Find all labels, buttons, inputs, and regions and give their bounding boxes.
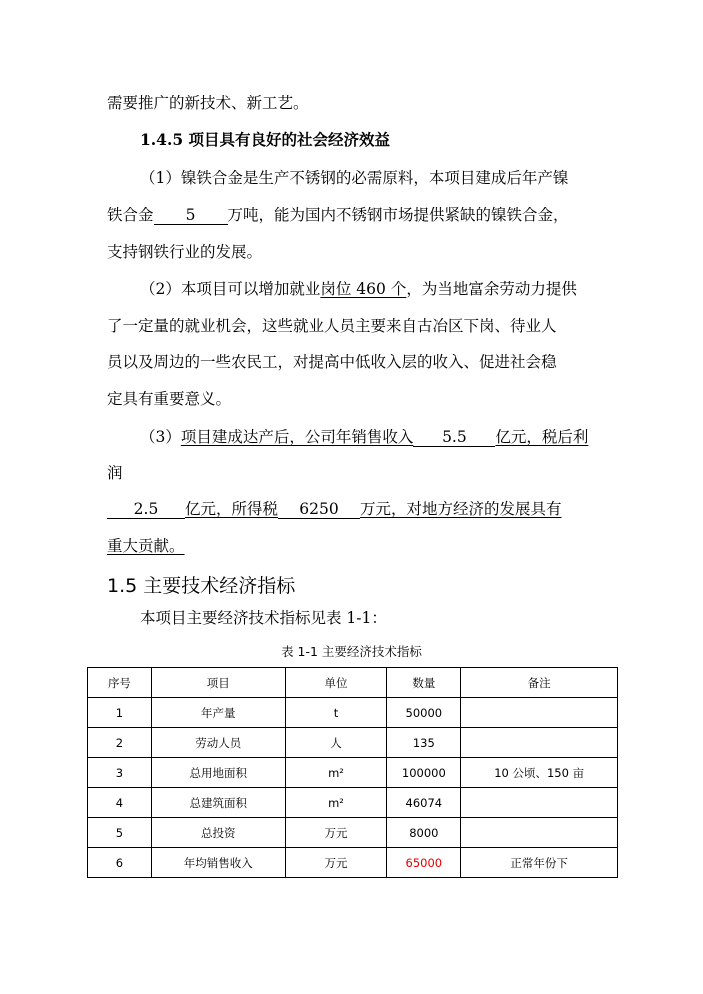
paragraph-line: （1）镍铁合金是生产不锈钢的必需原料，本项目建成后年产镍 xyxy=(140,169,569,187)
paragraph-line: 润 xyxy=(107,464,123,482)
cell: 总投资 xyxy=(151,818,285,848)
cell: 100000 xyxy=(387,758,461,788)
cell: 年均销售收入 xyxy=(151,848,285,878)
table-row xyxy=(88,848,618,878)
text: 铁合金 xyxy=(107,206,154,224)
cell: 5 xyxy=(88,818,152,848)
cell: 总用地面积 xyxy=(151,758,285,788)
table-row xyxy=(88,788,618,818)
cell: 正常年份下 xyxy=(461,848,618,878)
cell xyxy=(461,788,618,818)
cell: 总建筑面积 xyxy=(151,788,285,818)
underlined-text: 岗位 460 个 xyxy=(320,280,407,298)
paragraph-line xyxy=(107,205,569,225)
paragraph-line: 员以及周边的一些农民工，对提高中低收入层的收入、促进社会稳 xyxy=(107,353,557,371)
paragraph-line: 定具有重要意义。 xyxy=(107,390,232,408)
underlined-text: 项目建成达产后，公司年销售收入 xyxy=(180,428,414,446)
cell: 人 xyxy=(285,728,387,758)
section-heading-1-4-5: 1.4.5 项目具有良好的社会经济效益 xyxy=(140,130,391,149)
header-cell: 序号 xyxy=(88,668,152,698)
highlighted-cell: 65000 xyxy=(387,848,461,878)
section-heading-1-5: 1.5 主要技术经济指标 xyxy=(107,575,296,597)
header-cell: 单位 xyxy=(285,668,387,698)
underlined-text: 亿元，所得税 xyxy=(185,500,279,518)
cell: 10 公顷、150 亩 xyxy=(461,758,618,788)
table-row xyxy=(88,698,618,728)
text: （2）本项目可以增加就业 xyxy=(140,280,321,298)
cell: 劳动人员 xyxy=(151,728,285,758)
table-row xyxy=(88,758,618,788)
fill-blank: 5.5 xyxy=(413,428,495,447)
header-cell: 数量 xyxy=(387,668,461,698)
paragraph-line: 支持钢铁行业的发展。 xyxy=(107,243,263,261)
cell: 3 xyxy=(88,758,152,788)
underlined-text: 亿元，税后利 xyxy=(495,428,589,446)
cell: 万元 xyxy=(285,818,387,848)
cell: 8000 xyxy=(387,818,461,848)
paragraph-line: 了一定量的就业机会，这些就业人员主要来自古冶区下岗、待业人 xyxy=(107,317,557,335)
paragraph-line xyxy=(107,536,185,556)
cell: 50000 xyxy=(387,698,461,728)
cell: 1 xyxy=(88,698,152,728)
text: 万吨，能为国内不锈钢市场提供紧缺的镍铁合金， xyxy=(227,206,569,224)
header-cell: 项目 xyxy=(151,668,285,698)
text: ，为当地富余劳动力提供 xyxy=(406,280,577,298)
cell: m² xyxy=(285,758,387,788)
table-caption: 表 1-1 主要经济技术指标 xyxy=(281,644,422,659)
cell xyxy=(461,698,618,728)
cell: 135 xyxy=(387,728,461,758)
cell: m² xyxy=(285,788,387,818)
fill-blank: 5 xyxy=(154,206,228,225)
fill-blank: 2.5 xyxy=(107,500,185,519)
table-row xyxy=(88,728,618,758)
text: （3） xyxy=(140,428,181,446)
fill-blank: 6250 xyxy=(278,500,360,519)
table-intro: 本项目主要经济技术指标见表 1-1： xyxy=(140,609,387,627)
underlined-text: 重大贡献。 xyxy=(107,537,185,555)
cell: 年产量 xyxy=(151,698,285,728)
paragraph-line: 需要推广的新技术、新工艺。 xyxy=(107,94,309,112)
cell: t xyxy=(285,698,387,728)
indicators-table xyxy=(87,667,618,878)
header-cell: 备注 xyxy=(461,668,618,698)
cell: 4 xyxy=(88,788,152,818)
cell xyxy=(461,818,618,848)
underlined-text: 万元，对地方经济的发展具有 xyxy=(360,500,562,518)
cell: 46074 xyxy=(387,788,461,818)
cell xyxy=(461,728,618,758)
table-header-row xyxy=(88,668,618,698)
cell: 万元 xyxy=(285,848,387,878)
paragraph-line xyxy=(140,427,588,447)
paragraph-line xyxy=(140,279,577,299)
cell: 6 xyxy=(88,848,152,878)
table-row xyxy=(88,818,618,848)
cell: 2 xyxy=(88,728,152,758)
paragraph-line xyxy=(107,499,562,519)
